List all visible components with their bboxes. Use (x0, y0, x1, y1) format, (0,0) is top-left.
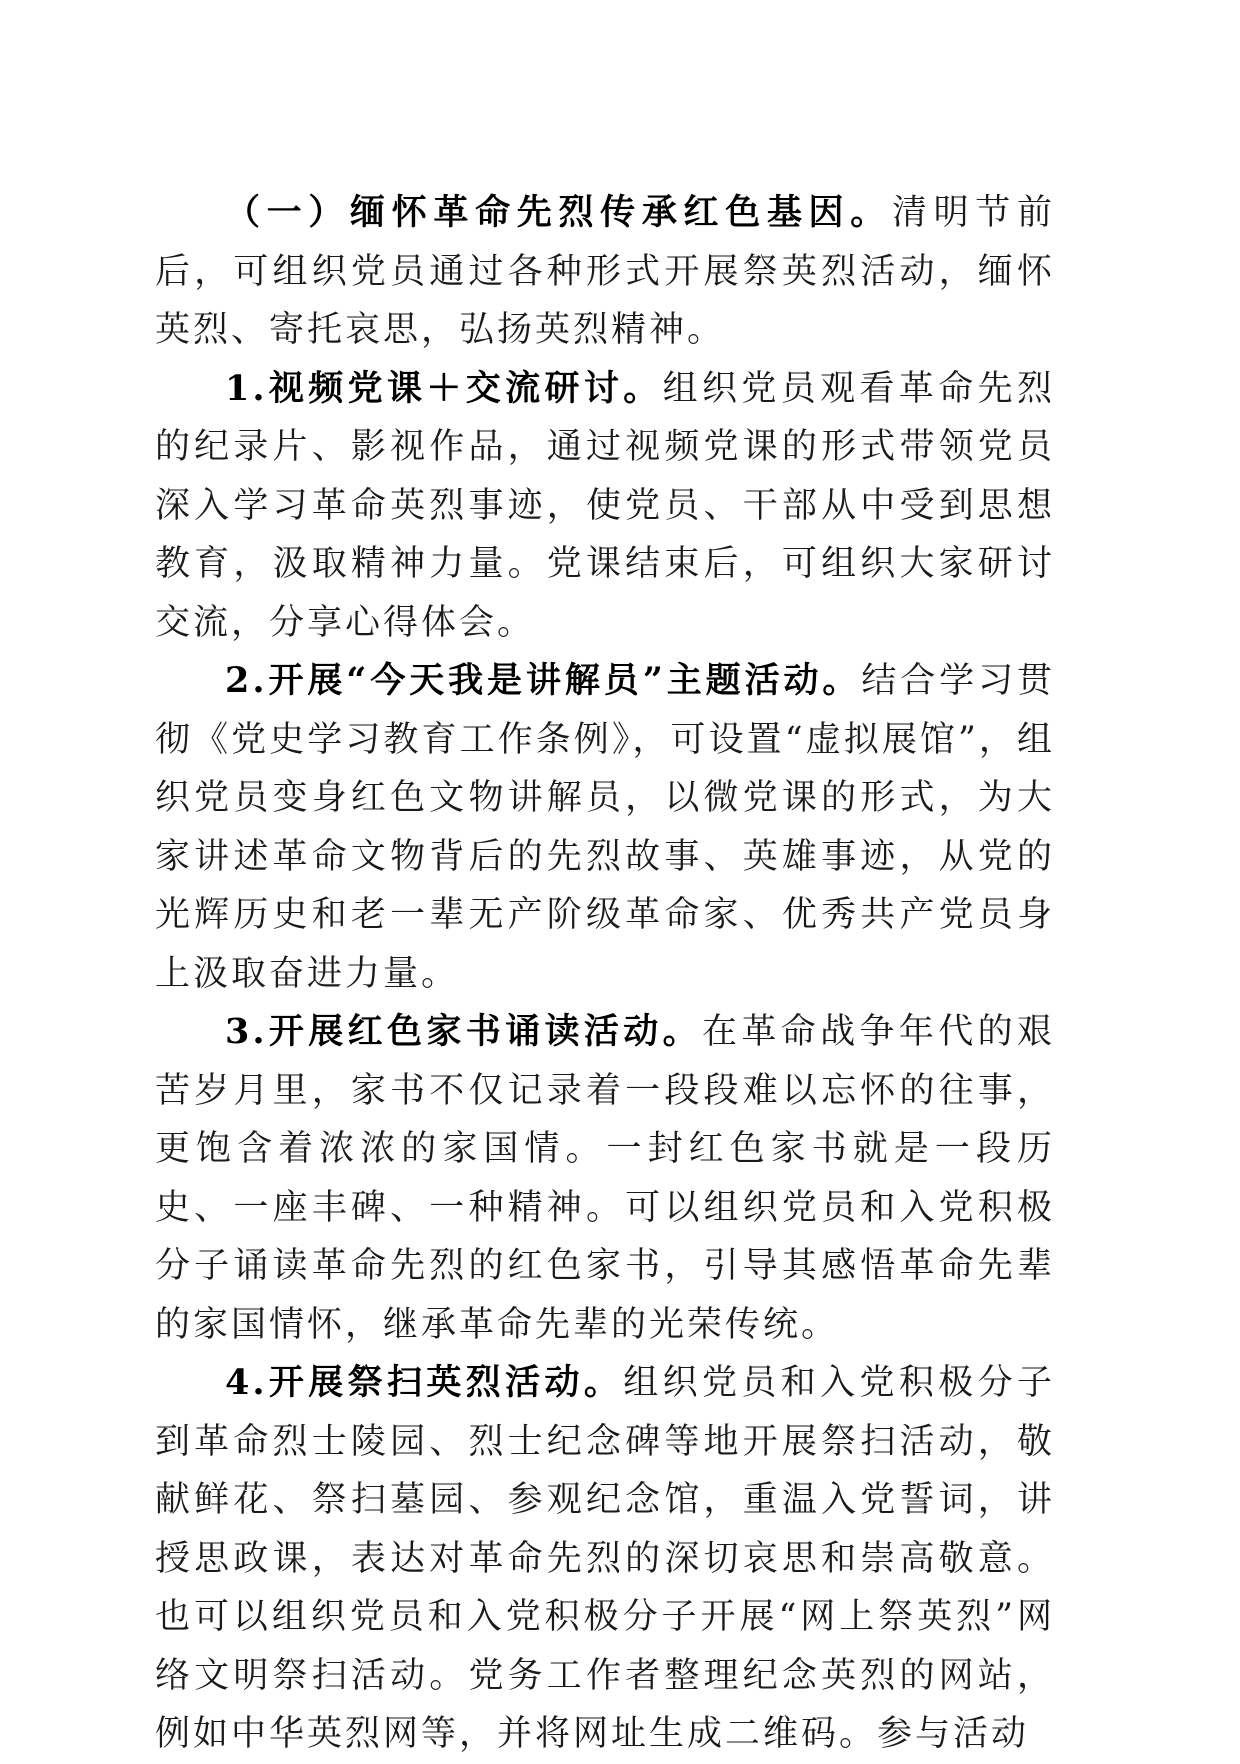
paragraph-item-3 (155, 1003, 1055, 1354)
paragraph-text: 组织党员和入党积极分子到革命烈士陵园、烈士纪念碑等地开展祭扫活动，敬献鲜花、祭扫墓园、参观纪念馆，重温入党誓词，讲授思政课，表达对革命先烈的深切哀思和崇高敬意。也可以组织党员和入党积极分子开展“网上祭英烈”网络文明祭扫活动。党务工作者整理纪念英烈的网站，例如中华英烈网等，并将网址生成二维码。参与活动 (155, 1363, 1055, 1754)
paragraph-text: 清明节前后，可组织党员通过各种形式开展祭英烈活动，缅怀英烈、寄托哀思，弘扬英烈精神。 (155, 193, 1055, 350)
paragraph-heading: 1.视频党课＋交流研讨。 (225, 367, 663, 409)
paragraph-item-4 (155, 1354, 1055, 1764)
paragraph-heading: 4.开展祭扫英烈活动。 (225, 1362, 624, 1403)
paragraph-item-1 (155, 360, 1055, 653)
paragraph-heading: 3.开展红色家书诵读活动。 (225, 1011, 703, 1052)
paragraph-text: 结合学习贯彻《党史学习教育工作条例》，可设置“虚拟展馆”，组织党员变身红色文物讲解员，以微党课的形式，为大家讲述革命文物背后的先烈故事、英雄事迹，从党的光辉历史和老一辈无产阶级革命家、优秀共产党员身上汲取奋进力量。 (155, 661, 1055, 994)
paragraph-section-one (155, 184, 1055, 360)
paragraph-heading: （一）缅怀革命先烈传承红色基因。 (225, 192, 892, 233)
paragraph-heading: 2.开展“今天我是讲解员”主题活动。 (225, 660, 862, 701)
paragraph-text: 组织党员观看革命先烈的纪录片、影视作品，通过视频党课的形式带领党员深入学习革命英烈事迹，使党员、干部从中受到思想教育，汲取精神力量。党课结束后，可组织大家研讨交流，分享心得体会。 (155, 368, 1055, 643)
document-body (155, 184, 1055, 1764)
paragraph-item-2 (155, 652, 1055, 1003)
paragraph-text: 在革命战争年代的艰苦岁月里，家书不仅记录着一段段难以忘怀的往事，更饱含着浓浓的家国情。一封红色家书就是一段历史、一座丰碑、一种精神。可以组织党员和入党积极分子诵读革命先烈的红色家书，引导其感悟革命先辈的家国情怀，继承革命先辈的光荣传统。 (155, 1012, 1055, 1345)
